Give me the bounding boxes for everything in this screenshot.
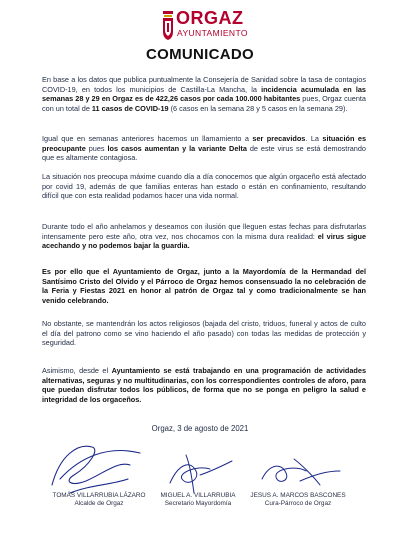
text-run: En base a los datos que publica puntualmente la Consejería de Sanidad sobre la tasa de contagios COVID-19, en todos los municipios de Castilla-La Mancha, la bbox=[42, 75, 366, 94]
paragraph-incidence bbox=[42, 75, 366, 113]
logo-name: ORGAZ bbox=[176, 8, 244, 28]
text-run: pues bbox=[85, 143, 108, 153]
document-title: COMUNICADO bbox=[146, 46, 254, 63]
bold-text-run: 11 casos de COVID-19 bbox=[91, 103, 169, 113]
document-date: Orgaz, 3 de agosto de 2021 bbox=[151, 424, 249, 433]
header bbox=[0, 8, 400, 44]
coat-of-arms-icon bbox=[161, 10, 175, 42]
bold-text-run: Ayuntamiento se está trabajando en una programación de actividades alternativas, seguras y no multitudinarias, con los correspondientes controles de aforo, para que puedan disfrutar todos los públicos, de forma que no se ponga en peligro la salud e integridad de los orgaceños. bbox=[42, 366, 366, 404]
bold-text-run: situación es preocupante bbox=[42, 134, 367, 153]
secretary-signature bbox=[170, 455, 232, 493]
bold-text-run: el virus sigue acechando y no podemos bajar la guardia. bbox=[42, 231, 367, 251]
text-run: No obstante, se mantendrán los actos religiosos (bajada del cristo, triduos, funeral y actos de culto el día del patrono como se vino haciendo el año pasado) con todas las medidas de protección y seguridad. bbox=[42, 319, 366, 348]
paragraph-religious-acts bbox=[42, 319, 366, 348]
signatory-name: JESUS A. MARCOS BASCONES bbox=[250, 492, 346, 499]
bold-text-run: ser precavidos bbox=[252, 134, 306, 143]
mayor-signature bbox=[52, 446, 140, 493]
signatory-name: TOMÁS VILLARRUBIA LÁZARO bbox=[52, 492, 146, 499]
paragraph-situation bbox=[42, 172, 366, 201]
text-run: (6 casos en la semana 28 y 5 casos en la semana 29). bbox=[168, 103, 348, 113]
signatory-role: Cura-Párroco de Orgaz bbox=[264, 500, 332, 507]
paragraph-decision bbox=[42, 267, 366, 305]
logo-subtitle: AYUNTAMIENTO bbox=[177, 28, 248, 38]
text-run: . La bbox=[305, 134, 323, 143]
bold-text-run: los casos aumentan y la variante Delta bbox=[107, 143, 247, 153]
signatory-role: Alcalde de Orgaz bbox=[74, 500, 124, 507]
text-run: pues, Orgaz cuenta con un total de bbox=[42, 94, 366, 113]
text-run: La situación nos preocupa máxime cuando día a día conocemos que algún orgaceño está afectado por covid 19, además de que familias enteras han estado o están en confinamiento, resultando difícil que con esta realidad podamos hacer una vida normal. bbox=[42, 172, 366, 201]
text-run: Igual que en semanas anteriores hacemos un llamamiento a bbox=[42, 134, 253, 143]
signatory-name: MIGUEL A. VILLARRUBIA bbox=[160, 492, 236, 499]
bold-text-run: incidencia acumulada en las semanas 28 y 29 en Orgaz es de 422,26 casos por cada 100.000 habitantes bbox=[42, 84, 366, 104]
paragraph-alternatives bbox=[42, 366, 366, 404]
priest-signature bbox=[262, 459, 340, 485]
signatory-secretary bbox=[143, 492, 253, 508]
signatory-mayor bbox=[44, 492, 154, 508]
text-run: Asimismo, desde el bbox=[42, 366, 112, 375]
text-run: de este virus se está demostrando que es altamente contagiosa. bbox=[42, 143, 366, 163]
signatory-priest bbox=[238, 492, 358, 508]
text-run: Durante todo el año anhelamos y deseamos con ilusión que lleguen estas fechas para disfrutarlas intensamente pero este año, otra vez, nos chocamos con la misma dura realidad: bbox=[42, 222, 366, 241]
bold-text-run: Es por ello que el Ayuntamiento de Orgaz, junto a la Mayordomía de la Hermandad del Santísimo Cristo del Olvido y el Párroco de Orgaz hemos consensuado la no celebración de la Feria y Fiestas 2021 en honor al patrón de Orgaz tal y como tradicionalmente se han venido celebrando. bbox=[42, 267, 366, 305]
paragraph-festivities bbox=[42, 222, 366, 251]
signatory-role: Secretario Mayordomía bbox=[164, 500, 232, 507]
paragraph-precaution bbox=[42, 134, 366, 163]
